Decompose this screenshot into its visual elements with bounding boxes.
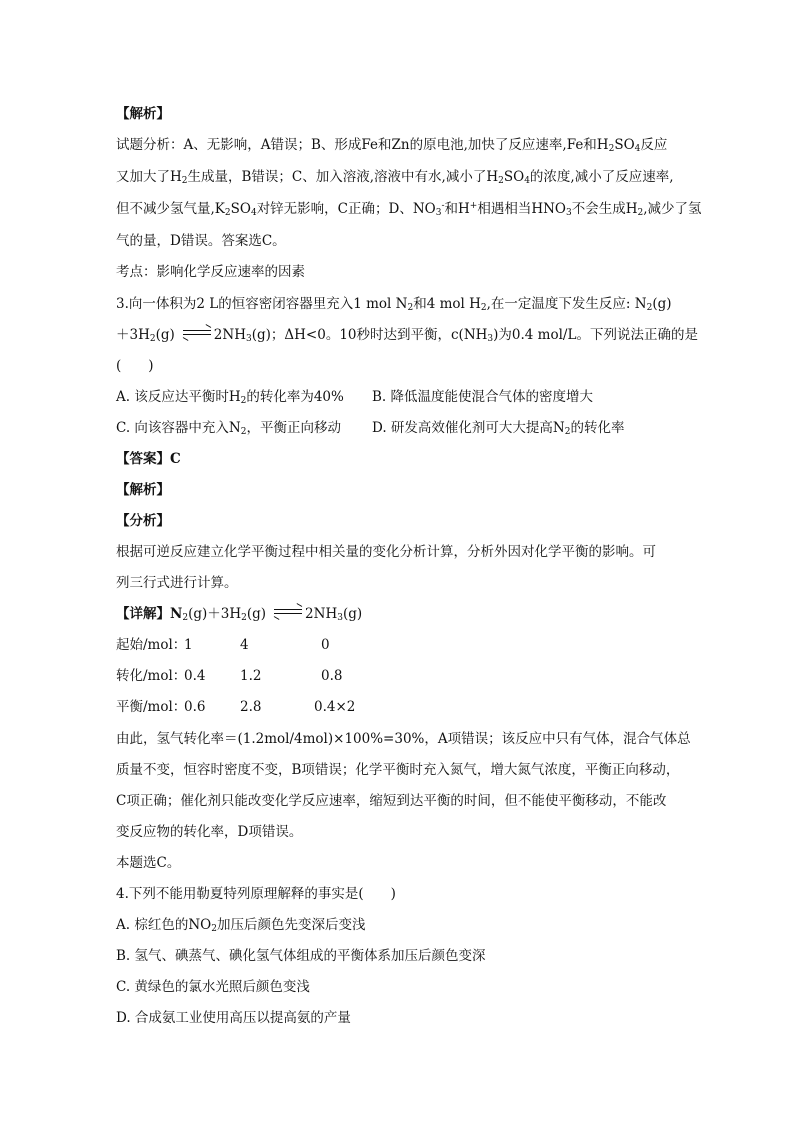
q3-stem-line-3: ( ) bbox=[116, 358, 154, 374]
kaodian-line: 考点：影响化学反应速率的因素 bbox=[116, 264, 305, 280]
analysis-para-line-4: 气的量，D错误。答案选C。 bbox=[116, 233, 286, 249]
q3-fenxi-line-1: 根据可逆反应建立化学平衡过程中相关量的变化分析计算，分析外因对化学平衡的影响。可 bbox=[116, 544, 656, 560]
q4-stem: 4.下列不能用勒夏特列原理解释的事实是( ) bbox=[116, 886, 396, 902]
table-row-equilibrium: 平衡/mol： 0.6 2.8 0.4×2 bbox=[116, 699, 356, 715]
q3-analysis-heading: 【解析】 bbox=[116, 482, 170, 498]
q3-option-a: A. 该反应达平衡时$H_2$的转化率为40% bbox=[116, 389, 344, 406]
q3-conclusion-line-4: 变反应物的转化率，D项错误。 bbox=[116, 824, 303, 840]
q4-option-c: C. 黄绿色的氯水光照后颜色变浅 bbox=[116, 979, 310, 995]
equilibrium-arrow-icon bbox=[183, 329, 211, 337]
q3-conclusion-line-2: 质量不变，恒容时密度不变，B项错误；化学平衡时充入氮气，增大氮气浓度，平衡正向移动， bbox=[116, 762, 680, 778]
q3-conclusion-line-3: C项正确；催化剂只能改变化学反应速率，缩短到达平衡的时间，但不能使平衡移动，不能改 bbox=[116, 793, 667, 809]
equilibrium-arrow-icon bbox=[274, 608, 302, 616]
q3-option-c: C. 向该容器中充入$N_2$，平衡正向移动 bbox=[116, 420, 341, 437]
analysis-heading: 【解析】 bbox=[116, 106, 170, 122]
q4-option-d: D. 合成氨工业使用高压以提高氨的产量 bbox=[116, 1010, 351, 1026]
q3-stem-line-1: 3.向一体积为2 L的恒容密闭容器里充入1 mol $N_2$和4 mol $H_2$,在一定温度下发生反应: $N_2(g)$ bbox=[116, 296, 672, 313]
q3-final: 本题选C。 bbox=[116, 855, 181, 871]
q3-fenxi-heading: 【分析】 bbox=[116, 513, 170, 529]
q3-option-b: B. 降低温度能使混合气体的密度增大 bbox=[372, 389, 594, 405]
analysis-para-line-3: 但不减少氢气量$,K_2SO_4$对锌无影响，C正确；D、$NO_3^-$和H+相遇相当$HNO_3$不会生成$H_2$,减少了氢 bbox=[116, 201, 702, 218]
q3-option-d: D. 研发高效催化剂可大大提高$N_2$的转化率 bbox=[372, 420, 625, 437]
q3-stem-line-2: $+3H_2(g)$ $2NH_3(g)$；ΔH<0。10秒时达到平衡，$c(NH_3)$为0.4 mol/L。下列说法正确的是 bbox=[116, 325, 698, 345]
table-row-change: 转化/mol： 0.4 1.2 0.8 bbox=[116, 668, 343, 684]
q4-option-b: B. 氢气、碘蒸气、碘化氢气体组成的平衡体系加压后颜色变深 bbox=[116, 948, 486, 964]
analysis-para-line-1: 试题分析：A、无影响，A错误；B、形成Fe和Zn的原电池,加快了反应速率,Fe和$H_2SO_4$反应 bbox=[116, 137, 668, 154]
q4-option-a: A. 棕红色的$NO_2$加压后颜色先变深后变浅 bbox=[116, 917, 366, 934]
analysis-para-line-2: 又加大了$H_2$生成量，B错误；C、加入溶液,溶液中有水,减小了$H_2SO_4$的浓度,减小了反应速率, bbox=[116, 169, 674, 186]
q3-answer: 【答案】C bbox=[116, 451, 181, 467]
q3-fenxi-line-2: 列三行式进行计算。 bbox=[116, 575, 238, 591]
q3-conclusion-line-1: 由此，氢气转化率＝(1.2mol/4mol)×100%=30%，A项错误；该反应中只有气体，混合气体总 bbox=[116, 731, 691, 747]
table-row-start: 起始/mol： 1 4 0 bbox=[116, 637, 330, 653]
q3-detail-equation: 【详解】$N_2(g)+3H_2(g)$ $2NH_3(g)$ bbox=[116, 604, 362, 624]
